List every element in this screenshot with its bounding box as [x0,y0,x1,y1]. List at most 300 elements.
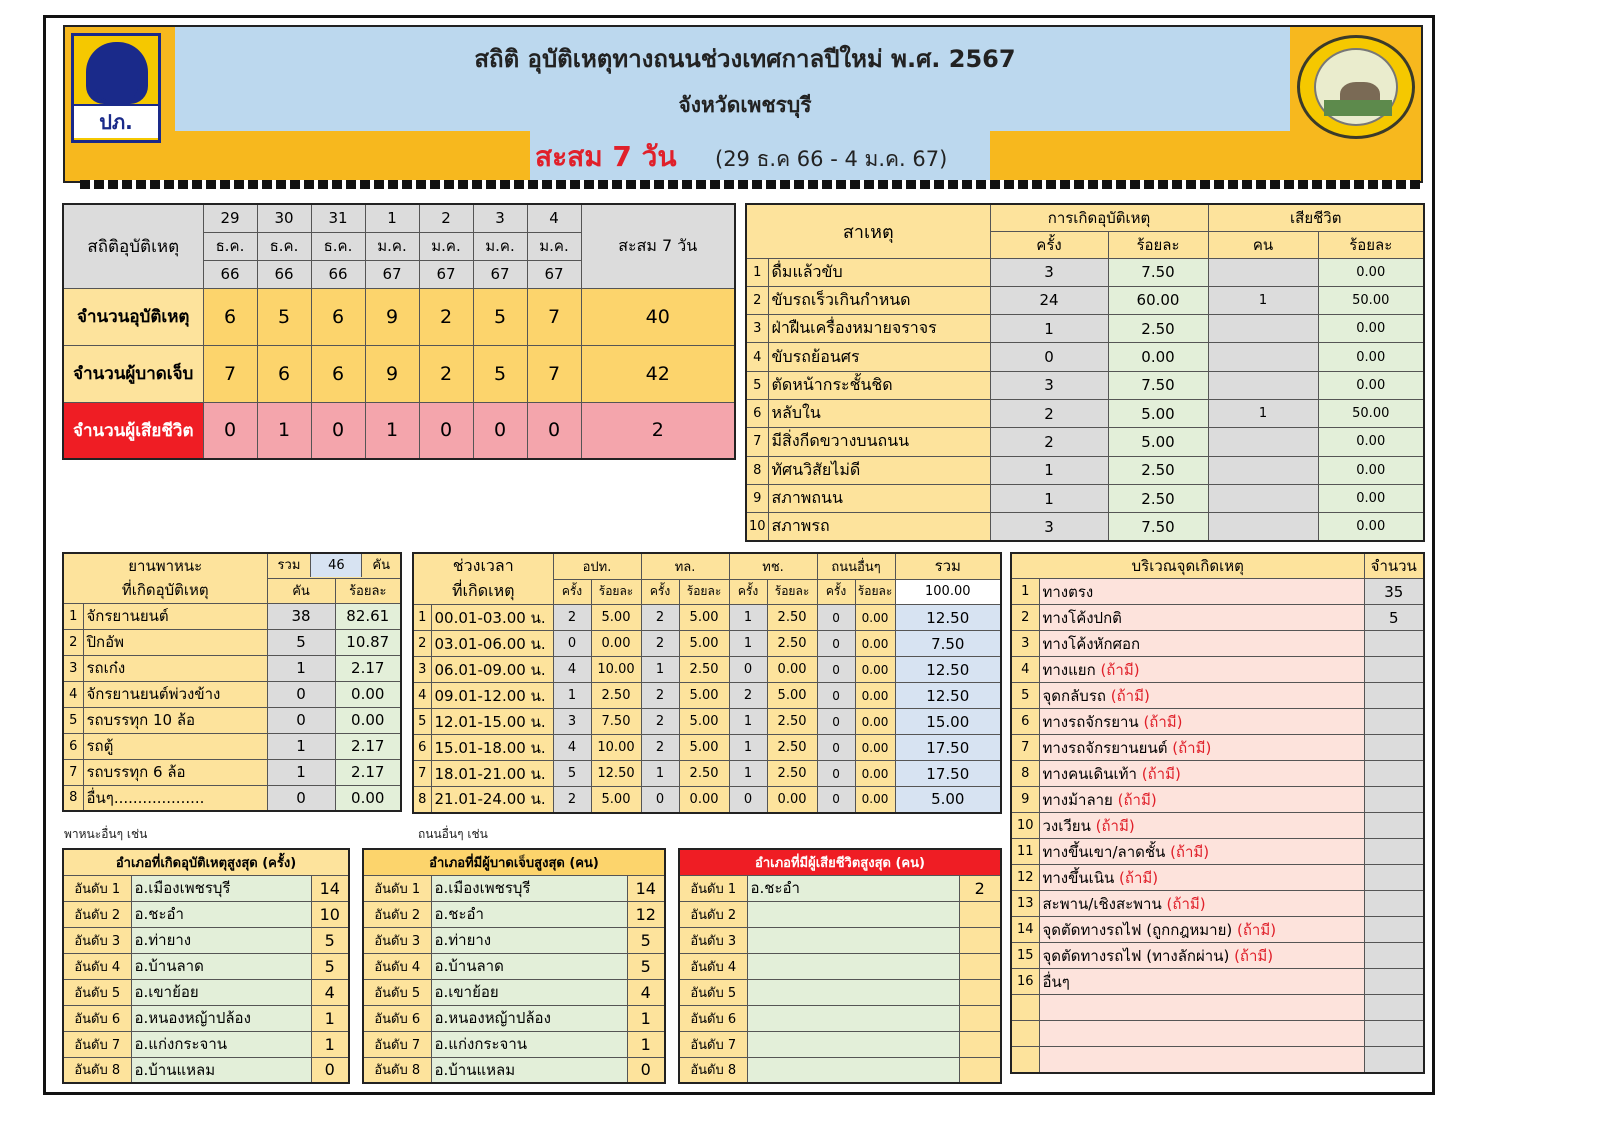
stats-value: 7 [203,345,257,402]
rank-label: อันดับ 6 [679,1005,747,1031]
stats-data-row [63,288,735,345]
time-count: 0 [641,787,679,813]
stats-header-row [63,204,735,232]
cause-name: สภาพรถ [768,513,990,541]
time-pct: 0.00 [679,787,729,813]
vehicle-count: 5 [267,629,335,655]
day-header: ธ.ค. [203,232,257,260]
vehicle-pct: 0.00 [335,707,401,733]
rank-label: อันดับ 5 [63,979,131,1005]
district-name: อ.เมืองเพชรบุรี [131,875,311,901]
rank-row [363,901,665,927]
location-empty-count [1364,1021,1424,1047]
cause-row [746,484,1424,512]
rank-title-row [363,849,665,875]
time-number: 1 [413,605,431,631]
location-number: 2 [1011,605,1039,631]
if-any-label: (ถ้ามี) [1232,920,1277,939]
stats-total: 42 [581,345,735,402]
rank-label: อันดับ 1 [63,875,131,901]
stats-value: 2 [419,288,473,345]
if-any-label: (ถ้ามี) [1136,764,1181,783]
location-number: 14 [1011,917,1039,943]
stats-value: 0 [203,402,257,459]
rank-row [679,1031,1001,1057]
location-count [1364,761,1424,787]
district-value [959,979,1001,1005]
stats-value: 0 [473,402,527,459]
location-name: ทางม้าลาย [1042,790,1113,809]
rank-row [363,927,665,953]
location-number: 7 [1011,735,1039,761]
location-empty-name [1039,1047,1364,1073]
district-name: อ.เขาย้อย [131,979,311,1005]
cause-dead [1208,258,1318,286]
location-name-cell [1039,683,1364,709]
location-row [1011,917,1424,943]
time-pct: 0.00 [767,787,817,813]
district-name: อ.ท่ายาง [131,927,311,953]
district-value [959,1005,1001,1031]
time-pct: 0.00 [855,631,895,657]
vehicle-pct: 82.61 [335,603,401,629]
vehicles-header-2: ที่เกิดอุบัติเหตุ [63,578,267,603]
time-pct: 0.00 [855,605,895,631]
time-range: 21.01-24.00 น. [431,787,553,813]
district-value: 12 [627,901,665,927]
time-pct: 5.00 [679,631,729,657]
daily-stats-table [62,203,736,460]
district-value [959,953,1001,979]
rank-row [679,979,1001,1005]
location-count [1364,969,1424,995]
rank-row [363,979,665,1005]
location-row [1011,761,1424,787]
stats-value: 2 [419,345,473,402]
time-sum: 5.00 [895,787,1001,813]
time-pct: 2.50 [767,631,817,657]
time-pct: 0.00 [767,657,817,683]
location-row [1011,839,1424,865]
stats-value: 6 [257,345,311,402]
location-name: ทางโค้งปกติ [1042,608,1122,627]
vehicle-number: 2 [63,629,83,655]
time-subheader: ครั้ง [641,579,679,605]
day-header: ม.ค. [419,232,473,260]
time-note: ถนนอื่นๆ เช่น [418,827,488,841]
stats-row-label: จำนวนผู้เสียชีวิต [63,402,203,459]
stats-value: 0 [311,402,365,459]
if-any-label: (ถ้ามี) [1095,660,1140,679]
location-count [1364,709,1424,735]
location-number: 8 [1011,761,1039,787]
time-subheader: ร้อยละ [855,579,895,605]
time-subheader: ร้อยละ [679,579,729,605]
time-range: 06.01-09.00 น. [431,657,553,683]
time-number: 4 [413,683,431,709]
location-number: 11 [1011,839,1039,865]
rank-row [63,927,349,953]
district-name [747,927,959,953]
district-value: 1 [311,1005,349,1031]
cause-dead: 1 [1208,399,1318,427]
location-empty-number [1011,995,1039,1021]
time-number: 5 [413,709,431,735]
rank-label: อันดับ 8 [363,1057,431,1083]
time-number: 6 [413,735,431,761]
vehicles-subheader-row [63,578,401,603]
district-name: อ.หนองหญ้าปล้อง [131,1005,311,1031]
location-name: อื่นๆ [1042,972,1070,991]
vehicle-pct: 2.17 [335,759,401,785]
cause-count: 1 [990,456,1108,484]
time-sum: 12.50 [895,605,1001,631]
day-header: 66 [257,260,311,288]
stats-value: 1 [365,402,419,459]
rank-row [679,1057,1001,1083]
location-count [1364,787,1424,813]
cause-count: 2 [990,428,1108,456]
district-value [959,927,1001,953]
location-name-cell [1039,657,1364,683]
if-any-label: (ถ้ามี) [1229,946,1274,965]
day-header: 3 [473,204,527,232]
district-value: 1 [627,1031,665,1057]
time-row [413,605,1001,631]
header-banner [63,25,1423,183]
rank-row [363,1031,665,1057]
if-any-label: (ถ้ามี) [1105,686,1150,705]
time-subheader: ร้อยละ [591,579,641,605]
location-name-cell [1039,865,1364,891]
location-name-cell [1039,631,1364,657]
rank-deaths-table [678,848,1002,1084]
cause-row [746,456,1424,484]
time-pct: 5.00 [679,735,729,761]
location-count [1364,891,1424,917]
day-header: ม.ค. [527,232,581,260]
cause-row [746,399,1424,427]
locations-header-row [1011,553,1424,579]
time-count: 1 [641,657,679,683]
time-pct: 5.00 [679,683,729,709]
time-count: 1 [729,709,767,735]
location-name-cell [1039,735,1364,761]
time-range: 15.01-18.00 น. [431,735,553,761]
vehicle-row [63,707,401,733]
vehicles-header: ยานพาหนะ [63,553,267,578]
location-name-cell [1039,579,1364,605]
rank-label: อันดับ 8 [679,1057,747,1083]
cause-pct: 5.00 [1108,428,1208,456]
location-number: 9 [1011,787,1039,813]
time-pct: 5.00 [679,709,729,735]
stats-value: 9 [365,345,419,402]
location-count [1364,683,1424,709]
stats-value: 7 [527,288,581,345]
time-pct: 2.50 [679,761,729,787]
vehicle-pct: 2.17 [335,733,401,759]
time-count: 0 [817,735,855,761]
vehicles-table [62,552,402,812]
time-count: 2 [641,735,679,761]
day-header: ธ.ค. [311,232,365,260]
location-count: 35 [1364,579,1424,605]
district-value [959,1031,1001,1057]
vehicle-pct: 10.87 [335,629,401,655]
location-number: 4 [1011,657,1039,683]
cause-number: 3 [746,315,768,343]
time-count: 1 [729,735,767,761]
location-row [1011,631,1424,657]
district-value: 14 [311,875,349,901]
stats-row-label: จำนวนผู้บาดเจ็บ [63,345,203,402]
cause-name: ฝ่าฝืนเครื่องหมายจราจร [768,315,990,343]
location-name: ทางตรง [1042,582,1094,601]
rank-label: อันดับ 4 [679,953,747,979]
location-count [1364,917,1424,943]
vehicle-row [63,785,401,811]
location-name-cell [1039,813,1364,839]
day-header: 29 [203,204,257,232]
rank-title: อำเภอที่มีผู้บาดเจ็บสูงสุด (คน) [363,849,665,875]
time-pct: 5.00 [679,605,729,631]
cause-count: 24 [990,286,1108,314]
film-strip-divider [80,180,1420,189]
time-pct: 0.00 [591,631,641,657]
district-value [959,1057,1001,1083]
location-name: ทางขึ้นเนิน [1042,868,1115,887]
stats-value: 6 [203,288,257,345]
causes-subheader: ร้อยละ [1318,231,1424,258]
cause-name: มีสิ่งกีดขวางบนถนน [768,428,990,456]
rank-row [679,953,1001,979]
vehicle-number: 6 [63,733,83,759]
location-name-cell [1039,709,1364,735]
day-header: 67 [419,260,473,288]
district-name: อ.แก่งกระจาน [131,1031,311,1057]
location-row [1011,735,1424,761]
cause-dead [1208,428,1318,456]
time-count: 4 [553,735,591,761]
rank-row [679,875,1001,901]
location-empty-row [1011,995,1424,1021]
time-sum: 12.50 [895,657,1001,683]
vehicle-count: 0 [267,681,335,707]
cause-dead-pct: 50.00 [1318,286,1424,314]
time-subheader: ครั้ง [729,579,767,605]
time-count: 5 [553,761,591,787]
stats-value: 0 [419,402,473,459]
rank-row [63,953,349,979]
vehicle-count: 1 [267,733,335,759]
time-subheader-row [413,579,1001,605]
time-range: 03.01-06.00 น. [431,631,553,657]
location-number: 12 [1011,865,1039,891]
location-name: ทางคนเดินเท้า [1042,764,1137,783]
cause-name: หลับใน [768,399,990,427]
vehicle-count: 1 [267,759,335,785]
cause-dead [1208,315,1318,343]
district-value: 2 [959,875,1001,901]
rank-label: อันดับ 7 [63,1031,131,1057]
cause-number: 9 [746,484,768,512]
rank-title: อำเภอที่เกิดอุบัติเหตุสูงสุด (ครั้ง) [63,849,349,875]
location-empty-number [1011,1021,1039,1047]
cause-name: ขับรถย้อนศร [768,343,990,371]
rank-row [679,1005,1001,1031]
location-name: ทางโค้งหักศอก [1042,634,1141,653]
time-number: 7 [413,761,431,787]
district-name: อ.บ้านแหลม [131,1057,311,1083]
rank-row [679,901,1001,927]
rank-label: อันดับ 2 [679,901,747,927]
district-name: อ.เขาย้อย [431,979,627,1005]
time-count: 2 [553,605,591,631]
district-value: 0 [627,1057,665,1083]
location-count [1364,865,1424,891]
cause-count: 0 [990,343,1108,371]
cause-pct: 5.00 [1108,399,1208,427]
vehicle-count: 38 [267,603,335,629]
rank-label: อันดับ 4 [63,953,131,979]
day-header: 67 [473,260,527,288]
cause-row [746,428,1424,456]
time-count: 2 [641,709,679,735]
district-value [959,901,1001,927]
location-name: ทางรถจักรยาน [1042,712,1139,731]
location-row [1011,787,1424,813]
cause-dead-pct: 0.00 [1318,315,1424,343]
location-name-cell [1039,969,1364,995]
location-name: วงเวียน [1042,816,1091,835]
location-name: ทางขึ้นเขา/ลาดชั้น [1042,842,1166,861]
district-name [747,1005,959,1031]
vehicle-pct: 2.17 [335,655,401,681]
time-pct: 5.00 [591,605,641,631]
location-row [1011,683,1424,709]
if-any-label: (ถ้ามี) [1167,738,1212,757]
vehicles-note: พาหนะอื่นๆ เช่น [64,827,148,841]
time-sum-header: รวม [895,553,1001,579]
locations-header: บริเวณจุดเกิดเหตุ [1011,553,1364,579]
time-period-table [412,552,1002,814]
cause-number: 6 [746,399,768,427]
rank-label: อันดับ 2 [63,901,131,927]
rank-label: อันดับ 7 [363,1031,431,1057]
time-pct: 5.00 [767,683,817,709]
district-name: อ.เมืองเพชรบุรี [431,875,627,901]
vehicles-subheader: คัน [267,578,335,603]
rank-label: อันดับ 7 [679,1031,747,1057]
time-subheader: ครั้ง [817,579,855,605]
rank-title-row [63,849,349,875]
cause-dead-pct: 0.00 [1318,371,1424,399]
cause-row [746,371,1424,399]
if-any-label: (ถ้ามี) [1138,712,1183,731]
stats-value: 5 [473,345,527,402]
rank-row [363,1057,665,1083]
cause-number: 7 [746,428,768,456]
location-empty-name [1039,1021,1364,1047]
rank-label: อันดับ 5 [679,979,747,1005]
time-pct: 0.00 [855,787,895,813]
stats-value: 1 [257,402,311,459]
time-pct: 2.50 [591,683,641,709]
time-range: 18.01-21.00 น. [431,761,553,787]
district-value: 14 [627,875,665,901]
time-header-row [413,553,1001,579]
location-number: 15 [1011,943,1039,969]
time-number: 3 [413,657,431,683]
time-count: 0 [817,605,855,631]
cause-pct: 2.50 [1108,456,1208,484]
locations-count-header: จำนวน [1364,553,1424,579]
location-count [1364,631,1424,657]
location-empty-row [1011,1021,1424,1047]
district-value: 5 [311,927,349,953]
cause-row [746,258,1424,286]
rank-title-row [679,849,1001,875]
time-subheader: ร้อยละ [767,579,817,605]
time-pct: 0.00 [855,761,895,787]
day-header: 2 [419,204,473,232]
day-header: ธ.ค. [257,232,311,260]
death-group-header: เสียชีวิต [1208,204,1424,231]
rank-label: อันดับ 6 [363,1005,431,1031]
vehicles-unit: คัน [372,558,390,574]
district-value: 0 [311,1057,349,1083]
cause-row [746,286,1424,314]
stats-value: 0 [527,402,581,459]
time-sum: 7.50 [895,631,1001,657]
total-header: สะสม 7 วัน [581,204,735,288]
locations-table [1010,552,1425,1074]
district-name: อ.ชะอำ [747,875,959,901]
district-name [747,1057,959,1083]
if-any-label: (ถ้ามี) [1165,842,1210,861]
cause-dead [1208,371,1318,399]
time-count: 1 [729,605,767,631]
vehicles-total-cell [267,553,401,578]
district-name: อ.แก่งกระจาน [431,1031,627,1057]
time-count: 2 [553,787,591,813]
stats-total: 40 [581,288,735,345]
day-header: 66 [203,260,257,288]
accident-group-header: การเกิดอุบัติเหตุ [990,204,1208,231]
time-range: 00.01-03.00 น. [431,605,553,631]
cause-count: 3 [990,513,1108,541]
stats-data-row [63,345,735,402]
cause-number: 1 [746,258,768,286]
location-empty-name [1039,995,1364,1021]
vehicle-number: 4 [63,681,83,707]
time-count: 1 [553,683,591,709]
location-count [1364,735,1424,761]
cause-dead-pct: 0.00 [1318,513,1424,541]
causes-header: สาเหตุ [746,204,990,258]
location-number: 13 [1011,891,1039,917]
time-pct: 5.00 [591,787,641,813]
vehicle-name: รถบรรทุก 10 ล้อ [83,707,267,733]
vehicles-total-label: รวม [277,558,301,574]
district-name [747,953,959,979]
location-number: 10 [1011,813,1039,839]
day-header: 1 [365,204,419,232]
time-row [413,761,1001,787]
vehicle-name: จักรยานยนต์พ่วงข้าง [83,681,267,707]
causes-subheader: คน [1208,231,1318,258]
